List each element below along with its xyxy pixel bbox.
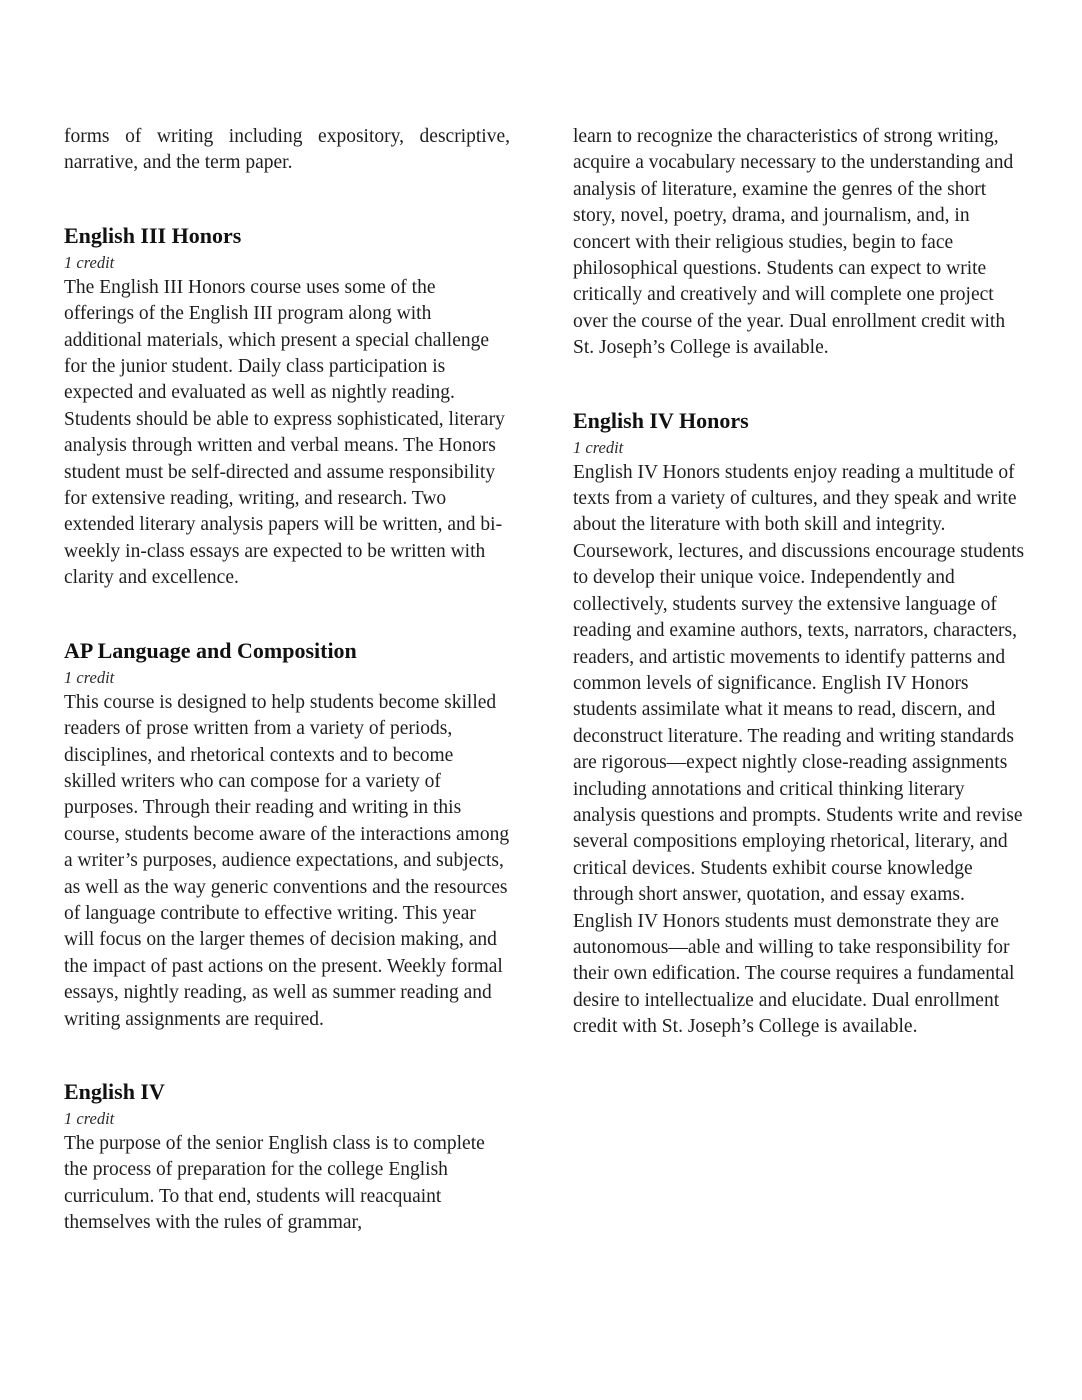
course-english-iii-honors (64, 221, 510, 592)
course-credit: 1 credit (64, 1108, 115, 1128)
course-credit: 1 credit (64, 667, 115, 687)
course-english-iv (64, 1077, 510, 1237)
course-title: English IV Honors (573, 407, 749, 433)
intro-paragraph: forms of writing including expository, descriptive, narrative, and the term paper. (64, 126, 510, 174)
course-ap-language-and-composition (64, 636, 510, 1033)
left-column (64, 124, 510, 1237)
course-title: English IV (64, 1078, 165, 1104)
course-description: English IV Honors students enjoy reading a multitude of texts from a variety of cultures, and they speak and write about the literature with both skill and integrity. Coursework, lectures, and discussions encourage students to develop their unique voice. Independently and collectively, students survey the extensive language of reading and examine authors, texts, narrators, characters, readers, and artistic movements to identify patterns and common levels of significance. English IV Honors students assimilate what it means to read, discern, and deconstruct literature. The reading and writing standards are rigorous—expect nightly close-reading assignments including annotations and critical thinking literary analysis questions and prompts. Students write and revise several compositions employing rhetorical, literary, and critical devices. Students exhibit course knowledge through short answer, quotation, and essay exams. English IV Honors students must demonstrate they are autonomous—able and willing to take responsibility for their own edification. The course requires a fundamental desire to intellectualize and elucidate. Dual enrollment credit with St. Joseph’s College is available. (573, 461, 1025, 1038)
course-description: This course is designed to help students become skilled readers of prose written from a variety of periods, disciplines, and rhetorical contexts and to become skilled writers who can compose for a variety of purposes. Through their reading and writing in this course, students become aware of the interactions among a writer’s purposes, audience expectations, and subjects, as well as the way generic conventions and the resources of language contribute to effective writing. This year will focus on the larger themes of decision making, and the impact of past actions on the present. Weekly formal essays, nightly reading, as well as summer reading and writing assignments are required. (64, 691, 510, 1030)
course-title: AP Language and Composition (64, 637, 357, 663)
course-description: The English III Honors course uses some of the offerings of the English III program along with additional materials, which present a special challenge for the junior student. Daily class participation is expected and evaluated as well as nightly reading. Students should be able to express sophisticated, literary analysis through written and verbal means. The Honors student must be self-directed and assume responsibility for extensive reading, writing, and research. Two extended literary analysis papers will be written, and bi-weekly in-class essays are expected to be written with clarity and excellence. (64, 276, 505, 589)
continued-paragraph: learn to recognize the characteristics of strong writing, acquire a vocabulary necessary to the understanding and analysis of literature, examine the genres of the short story, novel, poetry, drama, and journalism, and, in concert with their religious studies, begin to face philosophical questions. Students can expect to write critically and creatively and will complete one project over the course of the year. Dual enrollment credit with St. Joseph’s College is available. (573, 126, 1014, 359)
course-description: The purpose of the senior English class is to complete the process of preparation for the college English curriculum. To that end, students will reacquaint themselves with the rules of grammar, (64, 1132, 485, 1234)
course-credit: 1 credit (573, 437, 624, 457)
course-title: English III Honors (64, 222, 242, 248)
right-column (573, 124, 1025, 1041)
course-credit: 1 credit (64, 252, 115, 272)
course-english-iv-honors (573, 406, 1025, 1041)
